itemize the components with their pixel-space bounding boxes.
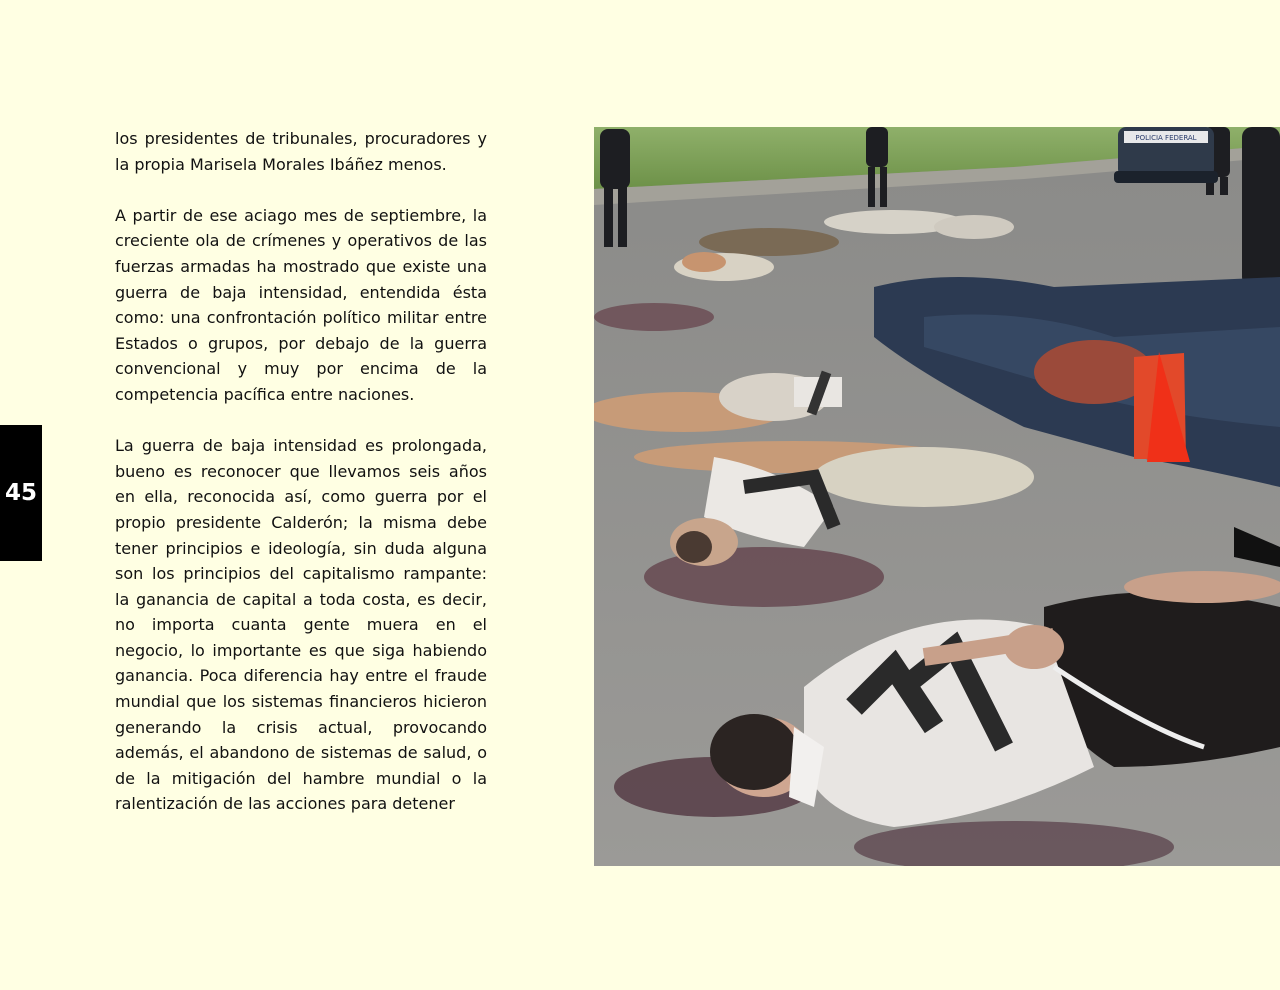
paragraph-1: los presidentes de tribunales, procuradores y la propia Marisela Morales Ibáñez menos. [115,129,487,174]
paragraph-2: A partir de ese aciago mes de septiembre, la creciente ola de crímenes y operativos de las fuerzas armadas ha mostrado que existe una guerra de baja intensidad, entendida ésta como: una confrontación político militar entre Estados o grupos, por debajo de la guerra convencional y muy por encima de la competencia pacífica entre naciones. [115,205,487,404]
news-photo [594,127,1280,866]
vehicle-lettering: POLICIA FEDERAL [1135,134,1197,142]
page-number: 45 [4,480,37,506]
body-text-column [115,126,487,817]
paragraph-3: La guerra de baja intensidad es prolongada, bueno es reconocer que llevamos seis años en ella, reconocida así, como guerra por el propio presidente Calderón; la misma debe tener principios e ideología, sin duda alguna son los principios del capitalismo rampante: la ganancia de capital a toda costa, es decir, no importa cuanta gente muera en el negocio, lo importante es que siga habiendo ganancia. Poca diferencia hay entre el fraude mundial que los sistemas financieros hicieron generando la crisis actual, provocando además, el abandono de sistemas de salud, o de la mitigación del hambre mundial o la ralentización de las acciones para detener [115,436,487,814]
police-car [1114,127,1218,183]
photo-illustration [594,127,1280,866]
page-number-tab [0,425,42,561]
